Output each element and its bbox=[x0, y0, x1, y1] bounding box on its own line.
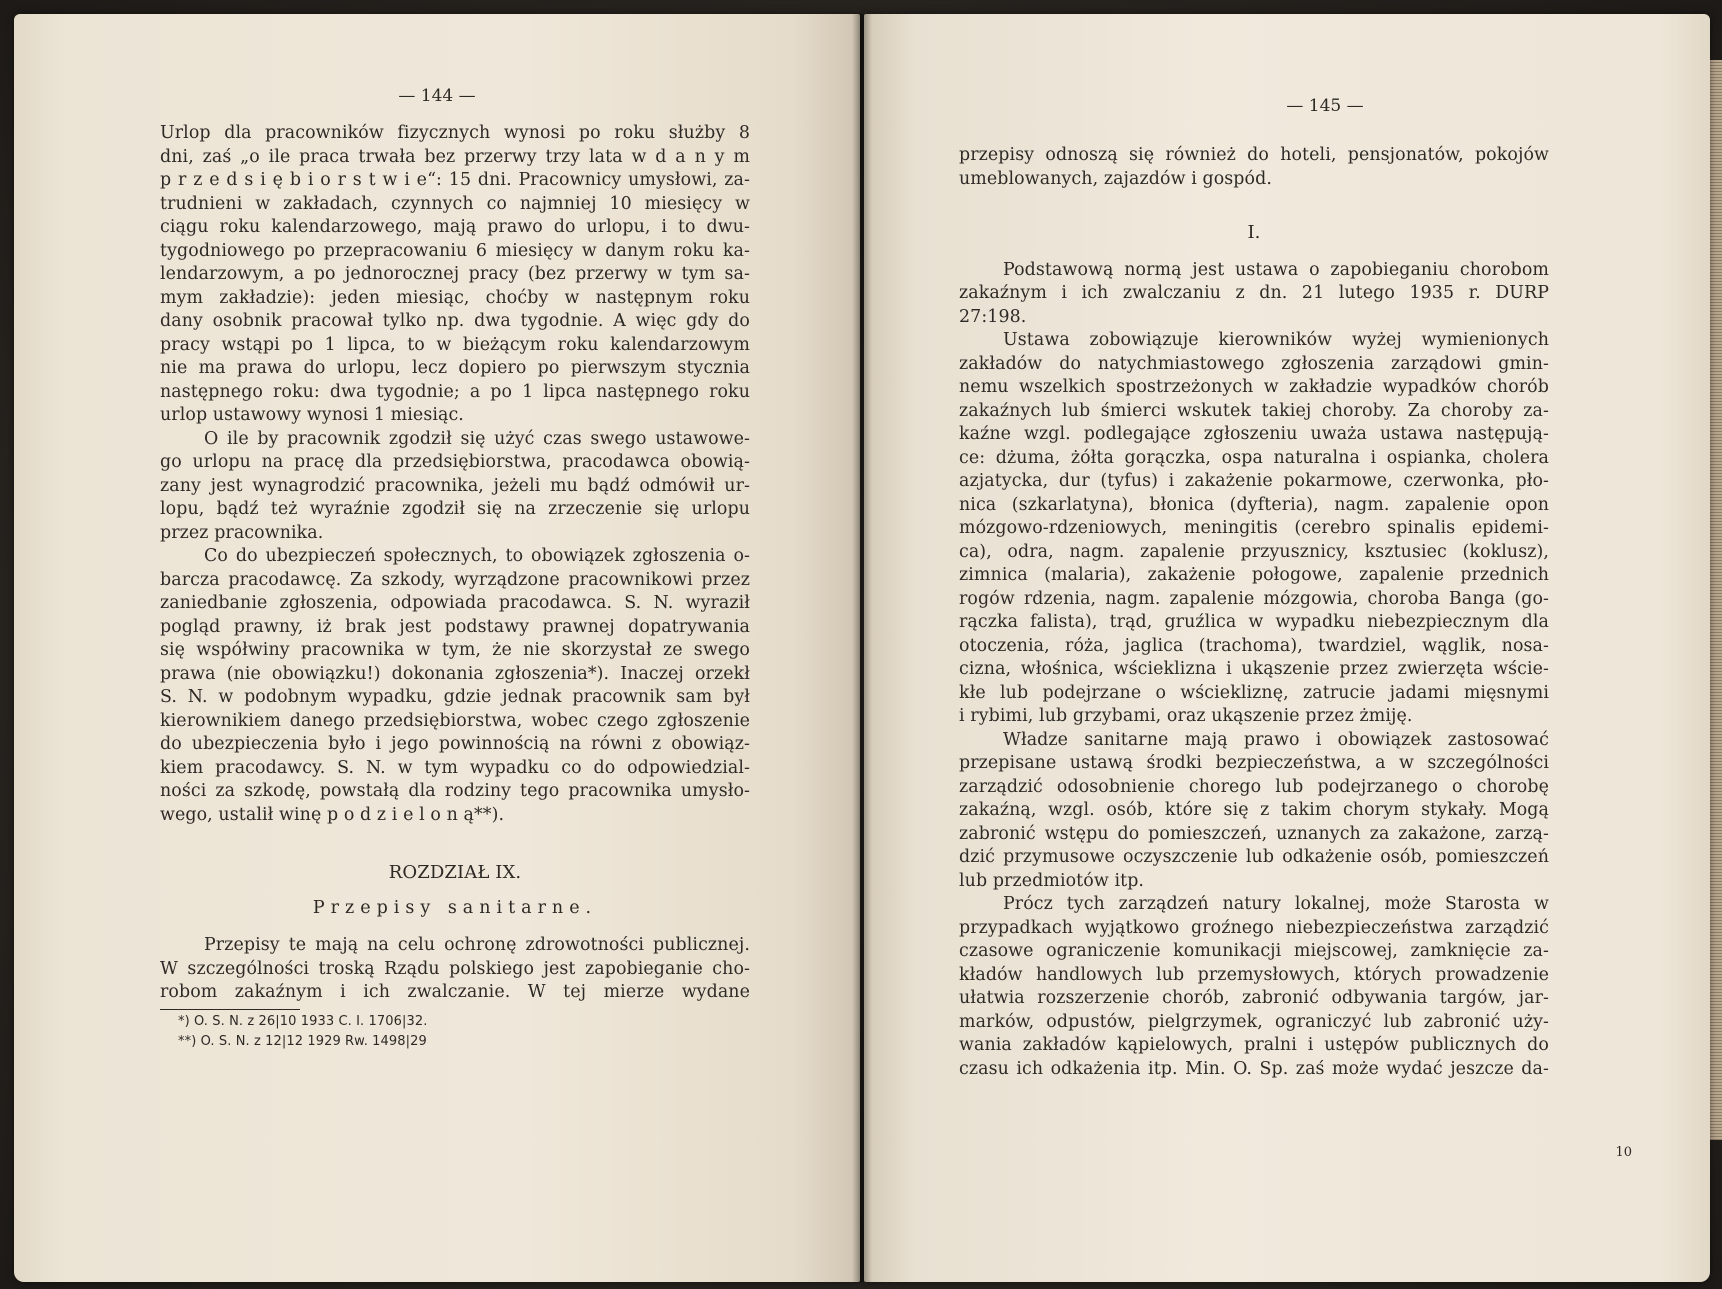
text-line: go urlopu na pracę dla przedsiębiorstwa, pracodawca obowią- bbox=[160, 452, 750, 472]
text-line: rączka falista), trąd, gruźlica w wypadku niebezpiecznym dla bbox=[959, 612, 1549, 632]
section-number: I. bbox=[1247, 222, 1261, 243]
right-paragraph-4 bbox=[959, 893, 1549, 1081]
text-line: marków, odpustów, pielgrzymek, ograniczyć lub zabronić uży- bbox=[959, 1011, 1549, 1032]
text-line: zaniedbanie zgłoszenia, odpowiada pracodawca. S. N. wyraził bbox=[160, 593, 750, 613]
text-line: mym zakładzie): jeden miesiąc, choćby w następnym roku bbox=[160, 287, 750, 308]
text-line: przepisy odnoszą się również do hoteli, pensjonatów, pokojów bbox=[959, 145, 1549, 165]
text-line: dzić przymusowe oczyszczenie lub odkażenie osób, pomieszczeń bbox=[959, 847, 1549, 867]
text-line: kiem pracodawcy. S. N. w tym wypadku co do odpowiedzial- bbox=[160, 757, 750, 778]
right-text-column bbox=[959, 144, 1549, 1081]
text-line: kładów handlowych lub przemysłowych, których prowadzenie bbox=[959, 964, 1549, 985]
text-line: ciągu roku kalendarzowego, mają prawo do urlopu, i to dwu- bbox=[160, 217, 750, 237]
text-line: dany osobnik pracował tylko np. dwa tygodnie. A więc gdy do bbox=[160, 311, 750, 331]
text-line: ce: dżuma, żółta gorączka, ospa naturalna i ospianka, cholera bbox=[959, 447, 1549, 468]
right-page bbox=[864, 14, 1710, 1282]
left-paragraph-4 bbox=[160, 934, 750, 1005]
text-line: robom zakaźnym i ich zwalczanie. W tej mierze wydane bbox=[160, 982, 750, 1002]
text-line: trudnieni w zakładach, czynnych co najmniej 10 miesięcy w bbox=[160, 193, 750, 214]
text-line: ułatwia rozszerzenie chorób, zabronić odbywania targów, jar- bbox=[959, 988, 1549, 1008]
text-line: p r z e d s i ę b i o r s t w i e“: 15 dni. Pracownicy umysłowi, za- bbox=[160, 170, 750, 190]
right-paragraph-1 bbox=[959, 259, 1549, 330]
text-line: wania zakładów kąpielowych, pralni i ustępów publicznych do bbox=[959, 1035, 1549, 1055]
text-line: czasu ich odkażenia itp. Min. O. Sp. zaś może wydać jeszcze da- bbox=[959, 1058, 1549, 1079]
left-paragraph-1 bbox=[160, 122, 750, 428]
text-line: zakładów do natychmiastowego zgłoszenia zarządowi gmin- bbox=[959, 353, 1549, 374]
page-number-right: — 145 — bbox=[1286, 96, 1364, 116]
text-line: umeblowanych, zajazdów i gospód. bbox=[959, 168, 1272, 189]
right-paragraph-3 bbox=[959, 729, 1549, 894]
text-line: lub przedmiotów itp. bbox=[959, 870, 1145, 891]
text-line: Ustawa zobowiązuje kierowników wyżej wymienionych bbox=[1003, 330, 1549, 350]
text-line: mózgowo-rdzeniowych, meningitis (cerebro spinalis epidemi- bbox=[959, 518, 1549, 538]
text-line: zakaźnych lub śmierci wskutek takiej choroby. Za choroby za- bbox=[959, 400, 1549, 421]
text-line: pogląd prawny, iż brak jest podstawy prawnej dopatrywania bbox=[160, 616, 750, 637]
text-line: Co do ubezpieczeń społecznych, to obowiązek zgłoszenia o- bbox=[204, 546, 750, 566]
page-number-left: — 144 — bbox=[398, 86, 476, 106]
chapter-subtitle: Przepisy sanitarne. bbox=[312, 897, 598, 918]
text-line: lendarzowym, a po jednorocznej pracy (bez przerwy w tym sa- bbox=[160, 264, 750, 284]
text-line: zabronić wstępu do pomieszczeń, uznanych za zakażone, zarzą- bbox=[959, 823, 1549, 844]
right-paragraph-2 bbox=[959, 329, 1549, 729]
text-line: Urlop dla pracowników fizycznych wynosi po roku służby 8 bbox=[160, 123, 750, 143]
text-line: prawa (nie obowiązku!) dokonania zgłoszenia*). Inaczej orzekł bbox=[160, 663, 750, 684]
text-line: ności za szkodę, powstałą dla rodziny tego pracownika umysło- bbox=[160, 781, 750, 801]
text-line: przypadkach wyjątkowo groźnego niebezpieczeństwa zarządzić bbox=[959, 917, 1549, 938]
text-line: do ubezpieczenia było i jego powinnością na równi z obowiąz- bbox=[160, 734, 750, 754]
text-line: barcza pracodawcę. Za szkody, wyrządzone pracownikowi przez bbox=[160, 569, 750, 590]
text-line: Władze sanitarne mają prawo i obowiązek zastosować bbox=[1003, 729, 1549, 750]
text-line: przez pracownika. bbox=[160, 522, 324, 543]
text-line: zany jest wynagrodzić pracownika, jeżeli mu bądź odmówił ur- bbox=[160, 475, 750, 496]
text-line: lopu, bądź też wyraźnie zgodził się na zrzeczenie się urlopu bbox=[160, 499, 750, 519]
text-line: ca), odra, nagm. zapalenie przyusznicy, ksztusiec (koklusz), bbox=[959, 541, 1549, 562]
text-line: zimnica (malaria), zakażenie połogowe, zapalenie przednich bbox=[959, 565, 1549, 585]
text-line: pracy wstąpi po 1 lipca, to w bieżącym roku kalendarzowym bbox=[160, 334, 750, 355]
text-line: czasowe ograniczenie komunikacji miejscowej, zamknięcie za- bbox=[959, 941, 1549, 961]
chapter-title: ROZDZIAŁ IX. bbox=[388, 862, 522, 883]
page-edges bbox=[1708, 60, 1722, 1140]
footnote-2: **) O. S. N. z 12|12 1929 Rw. 1498|29 bbox=[178, 1033, 427, 1049]
text-line: otoczenia, róża, jaglica (trachoma), twardziel, wąglik, nosa- bbox=[959, 635, 1549, 656]
text-line: nemu wszelkich spostrzeżonych w zakładzie wypadków chorób bbox=[959, 377, 1549, 397]
text-line: nie ma prawa do urlopu, lecz dopiero po pierwszym stycznia bbox=[160, 358, 750, 378]
text-line: tygodniowego po przepracowaniu 6 miesięcy w danym roku ka- bbox=[160, 240, 750, 261]
footnote-rule bbox=[160, 1009, 300, 1010]
text-line: S. N. w podobnym wypadku, gdzie jednak pracownik sam był bbox=[160, 687, 750, 707]
left-paragraph-3 bbox=[160, 545, 750, 827]
text-line: kierownikiem danego przedsiębiorstwa, wobec czego zgłoszenie bbox=[160, 710, 750, 731]
text-line: kaźne wzgl. podlegające zgłoszeniu uważa ustawa następują- bbox=[959, 424, 1549, 444]
text-line: Podstawową normą jest ustawa o zapobieganiu chorobom bbox=[1003, 259, 1549, 280]
text-line: azjatycka, dur (tyfus) i zakażenie pokarmowe, czerwonka, pło- bbox=[959, 471, 1549, 491]
text-line: urlop ustawowy wynosi 1 miesiąc. bbox=[160, 405, 464, 425]
text-line: się współwiny pracownika w tym, że nie skorzystał ze swego bbox=[160, 640, 750, 660]
text-line: O ile by pracownik zgodził się użyć czas swego ustawowe- bbox=[204, 428, 750, 449]
text-line: zarządzić odosobnienie chorego lub podejrzanego o chorobę bbox=[959, 776, 1549, 797]
text-line: cizna, włośnica, wścieklizna i ukąszenie przez zwierzęta wście- bbox=[959, 659, 1549, 679]
spacer bbox=[160, 827, 750, 861]
text-line: i rybimi, lub grzybami, oraz ukąszenie przez żmiję. bbox=[959, 706, 1413, 726]
left-paragraph-2 bbox=[160, 428, 750, 546]
text-line: następnego roku: dwa tygodnie; a po 1 lipca następnego roku bbox=[160, 381, 750, 402]
text-line: nica (szkarlatyna), błonica (dyfteria), nagm. zapalenie opon bbox=[959, 494, 1549, 515]
text-line: Prócz tych zarządzeń natury lokalnej, może Starosta w bbox=[1003, 894, 1549, 914]
text-line: dni, zaś „o ile praca trwała bez przerwy trzy lata w d a n y m bbox=[160, 146, 750, 167]
sheet-number: 10 bbox=[1615, 1145, 1632, 1160]
text-line: Przepisy te mają na celu ochronę zdrowotności publicznej. bbox=[204, 935, 750, 955]
text-line: 27:198. bbox=[959, 306, 1027, 327]
text-line: wego, ustalił winę p o d z i e l o n ą**). bbox=[160, 804, 505, 825]
text-line: zakaźną, wzgl. osób, które się z takim chorym stykały. Mogą bbox=[959, 800, 1549, 820]
text-line: zakaźnym i ich zwalczaniu z dn. 21 lutego 1935 r. DURP bbox=[959, 283, 1549, 303]
left-page bbox=[14, 14, 860, 1282]
left-text-column bbox=[160, 122, 750, 1052]
right-intro bbox=[959, 144, 1549, 191]
text-line: przepisane ustawą środki bezpieczeństwa, a w szczególności bbox=[959, 753, 1549, 773]
footnote-1: *) O. S. N. z 26|10 1933 C. I. 1706|32. bbox=[178, 1013, 428, 1029]
spacer bbox=[959, 191, 1549, 221]
text-line: kłe lub podejrzane o wściekliznę, zatrucie jadami mięsnymi bbox=[959, 682, 1549, 703]
book-gutter bbox=[852, 14, 872, 1282]
text-line: rogów rdzenia, nagm. zapalenie mózgowia, choroba Banga (go- bbox=[959, 588, 1549, 609]
text-line: W szczególności troską Rządu polskiego jest zapobieganie cho- bbox=[160, 958, 750, 979]
